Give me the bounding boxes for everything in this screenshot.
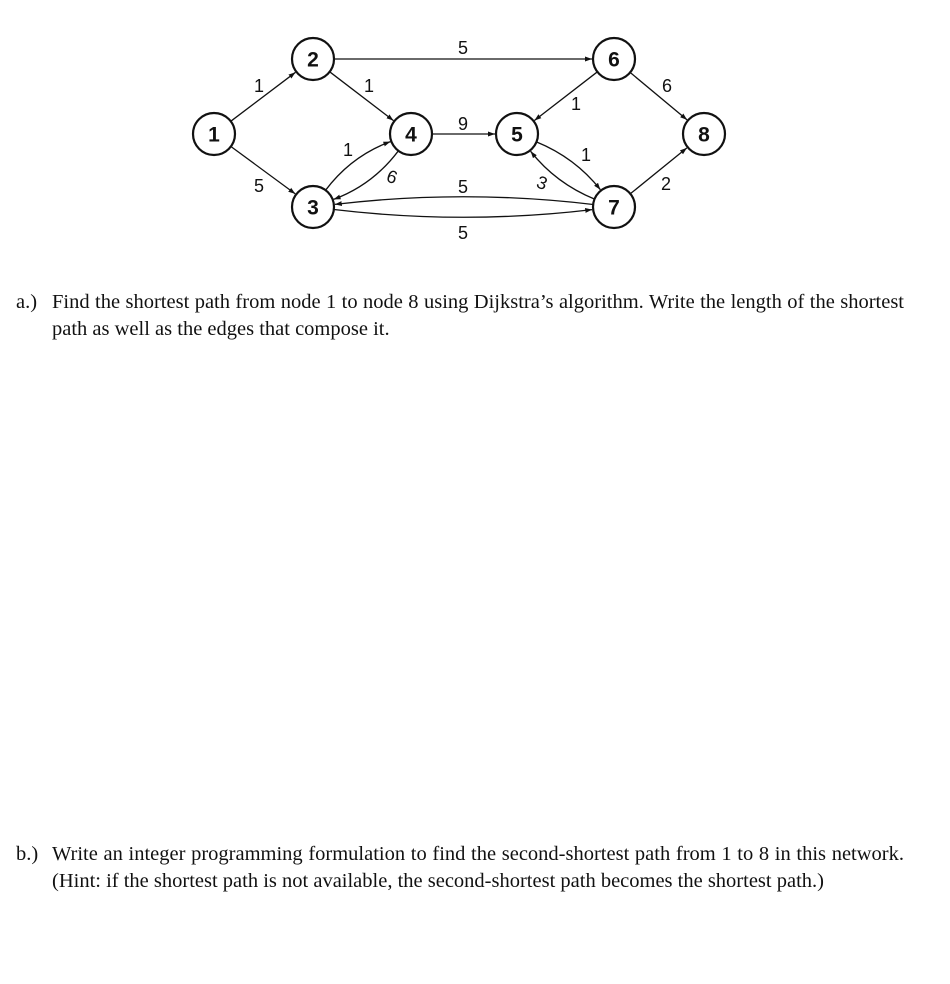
node-label-8: 8 <box>698 123 710 147</box>
edge-weight-6-5: 1 <box>570 94 582 114</box>
question-a-label: a.) <box>16 291 38 313</box>
edge-weight-3-7: 5 <box>457 223 469 243</box>
node-label-2: 2 <box>307 48 319 72</box>
edge-weight-2-4: 1 <box>363 76 375 96</box>
node-4 <box>390 113 432 155</box>
node-label-4: 4 <box>405 123 417 147</box>
question-a <box>16 289 904 342</box>
edge-weight-5-7: 3 <box>533 171 551 195</box>
edge-weight-1-2: 1 <box>253 76 265 96</box>
node-2 <box>292 38 334 80</box>
edge-weight-4-5: 9 <box>457 114 469 134</box>
edge-7-8 <box>630 148 687 194</box>
question-b <box>16 841 904 894</box>
question-a-text: Find the shortest path from node 1 to node 8 using Dijkstra’s algorithm. Write the length of the shortest path as well as the edges that compose it. <box>52 291 904 340</box>
node-8 <box>683 113 725 155</box>
node-label-3: 3 <box>307 196 319 220</box>
edge-weight-4-3: 1 <box>342 140 354 160</box>
edge-weight-7-3: 5 <box>457 177 469 197</box>
edge-2-4 <box>330 72 394 121</box>
edge-weight-7-5: 1 <box>580 145 592 165</box>
edge-6-5 <box>534 72 597 121</box>
edge-weight-2-6: 5 <box>457 38 469 58</box>
edge-weight-1-3: 5 <box>253 176 265 196</box>
node-5 <box>496 113 538 155</box>
edge-3-7 <box>334 210 592 218</box>
node-label-5: 5 <box>511 123 523 147</box>
edge-weight-3-4: 6 <box>383 165 401 189</box>
edge-3-4 <box>326 142 391 191</box>
question-b-text: Write an integer programming formulation to find the second-shortest path from 1 to 8 in this network. (Hint: if the shortest path is not available, the second-shortest path becomes the shortest path.) <box>52 843 904 892</box>
question-b-label: b.) <box>16 843 39 865</box>
node-label-7: 7 <box>608 196 620 220</box>
node-label-6: 6 <box>608 48 620 72</box>
edge-6-8 <box>630 72 687 120</box>
edge-weight-6-8: 6 <box>661 76 673 96</box>
node-7 <box>593 186 635 228</box>
node-1 <box>193 113 235 155</box>
node-3 <box>292 186 334 228</box>
edge-weight-7-8: 2 <box>660 174 672 194</box>
node-label-1: 1 <box>208 123 220 147</box>
network-graph <box>0 0 950 250</box>
node-6 <box>593 38 635 80</box>
edge-7-3 <box>335 197 593 205</box>
